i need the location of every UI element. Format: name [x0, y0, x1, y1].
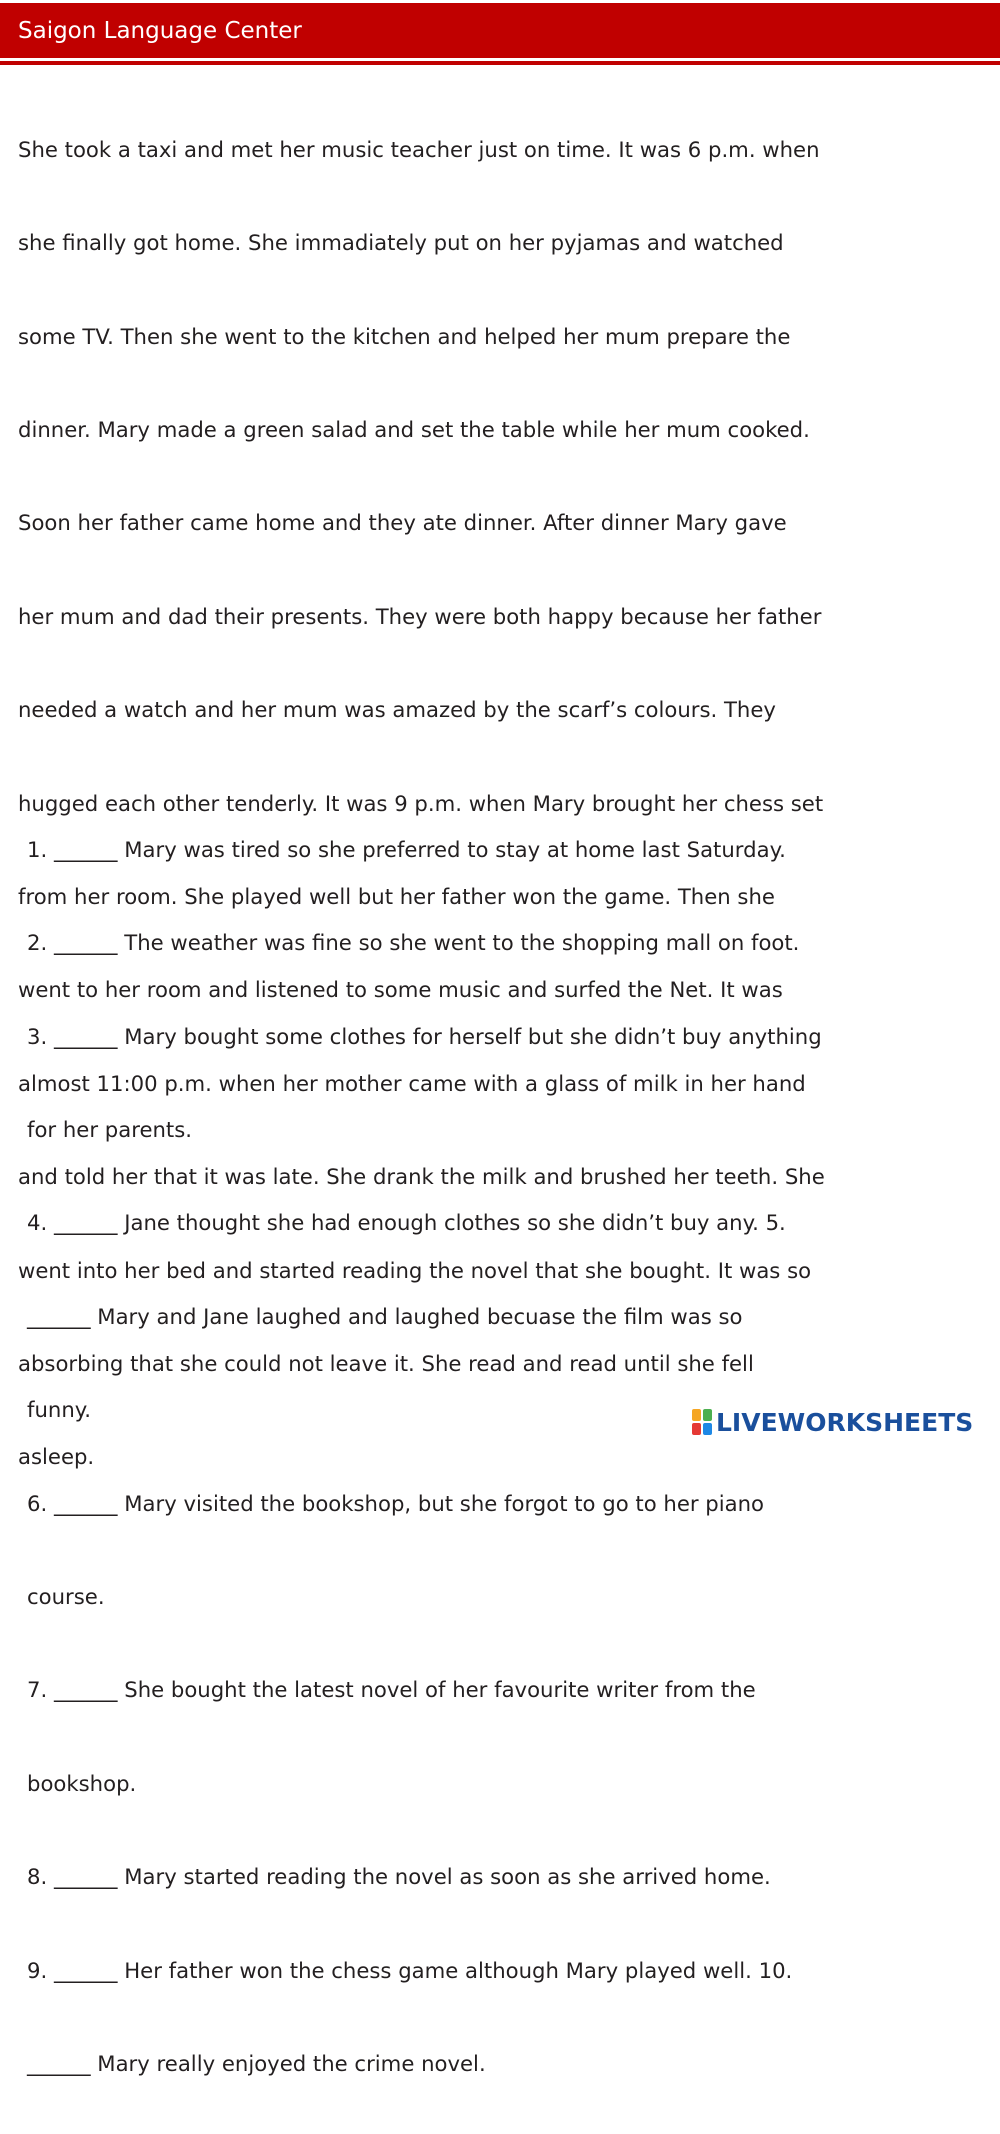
- liveworksheets-watermark: [692, 1404, 992, 1440]
- passage-line: from her room. She played well but her father won the game. Then she: [18, 883, 775, 909]
- question-line: 9. ______ Her father won the chess game although Mary played well. 10.: [27, 1957, 793, 1983]
- passage-line: went into her bed and started reading the novel that she bought. It was so: [18, 1257, 812, 1283]
- question-line: 6. ______ Mary visited the bookshop, but she forgot to go to her piano: [27, 1490, 765, 1516]
- question-line: 7. ______ She bought the latest novel of her favourite writer from the: [27, 1677, 756, 1703]
- passage-line: dinner. Mary made a green salad and set the table while her mum cooked.: [18, 416, 810, 442]
- logo-square: [703, 1409, 712, 1421]
- question-line: bookshop.: [27, 1770, 137, 1796]
- question-line: 2. ______ The weather was fine so she went to the shopping mall on foot.: [27, 930, 800, 956]
- liveworksheets-logo-icon: [692, 1409, 712, 1435]
- header-bar: [0, 3, 1000, 58]
- logo-square: [703, 1423, 712, 1435]
- passage-line: She took a taxi and met her music teacher just on time. It was 6 p.m. when: [18, 136, 820, 162]
- header-divider: [0, 61, 1000, 65]
- question-line: course.: [27, 1583, 105, 1609]
- question-line: 4. ______ Jane thought she had enough clothes so she didn’t buy any. 5.: [27, 1210, 786, 1236]
- passage-line: went to her room and listened to some music and surfed the Net. It was: [18, 977, 783, 1003]
- passage-line: absorbing that she could not leave it. She read and read until she fell: [18, 1350, 754, 1376]
- question-line: 8. ______ Mary started reading the novel as soon as she arrived home.: [27, 1864, 771, 1890]
- question-list: [27, 780, 982, 2134]
- question-line: 1. ______ Mary was tired so she preferred to stay at home last Saturday.: [27, 836, 786, 862]
- question-line: ______ Mary really enjoyed the crime novel.: [27, 2050, 486, 2076]
- passage-line: hugged each other tenderly. It was 9 p.m. when Mary brought her chess set: [18, 790, 824, 816]
- passage-line: some TV. Then she went to the kitchen and helped her mum prepare the: [18, 323, 791, 349]
- question-line: ______ Mary and Jane laughed and laughed becuase the film was so: [27, 1303, 743, 1329]
- watermark-text: LIVEWORKSHEETS: [716, 1407, 974, 1437]
- passage-line: her mum and dad their presents. They were both happy because her father: [18, 603, 822, 629]
- question-line: funny.: [27, 1397, 91, 1423]
- passage-line: Soon her father came home and they ate dinner. After dinner Mary gave: [18, 510, 787, 536]
- question-line: 3. ______ Mary bought some clothes for herself but she didn’t buy anything: [27, 1023, 822, 1049]
- page-title: Saigon Language Center: [18, 18, 302, 44]
- question-line: for her parents.: [27, 1116, 192, 1142]
- logo-square: [692, 1423, 701, 1435]
- passage-line: asleep.: [18, 1444, 95, 1470]
- passage-line: almost 11:00 p.m. when her mother came with a glass of milk in her hand: [18, 1070, 806, 1096]
- logo-square: [692, 1409, 701, 1421]
- passage-line: she finally got home. She immadiately put on her pyjamas and watched: [18, 230, 784, 256]
- passage-line: and told her that it was late. She drank the milk and brushed her teeth. She: [18, 1164, 825, 1190]
- passage-line: needed a watch and her mum was amazed by the scarf’s colours. They: [18, 697, 776, 723]
